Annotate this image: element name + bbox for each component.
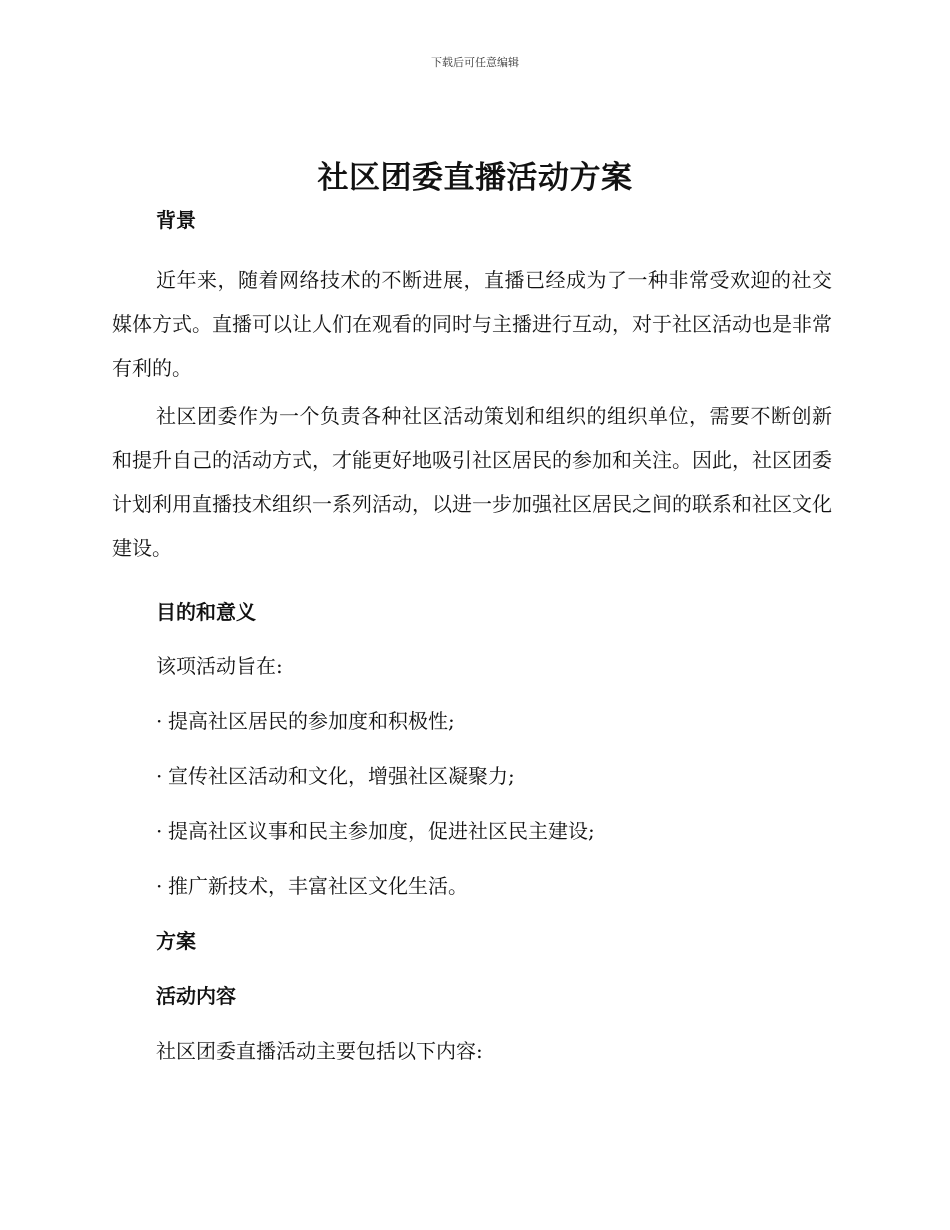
background-paragraph-2: 社区团委作为一个负责各种社区活动策划和组织的组织单位，需要不断创新和提升自己的活动方式，才能更好地吸引社区居民的参加和关注。因此，社区团委计划利用直播技术组织一系列活动，以进一步加强社区居民之间的联系和社区文化建设。 — [112, 404, 832, 560]
header-note: 下载后可任意编辑 — [431, 56, 519, 69]
plan-intro: 社区团委直播活动主要包括以下内容: — [156, 1039, 483, 1063]
list-item-text: 宣传社区活动和文化，增强社区凝聚力; — [168, 764, 515, 788]
section-heading-background: 背景 — [156, 208, 196, 232]
bullet-icon: · — [156, 764, 163, 788]
list-item — [112, 760, 832, 792]
sub-heading-activity-content: 活动内容 — [156, 984, 236, 1008]
list-item — [112, 870, 832, 902]
list-item-text: 提高社区议事和民主参加度，促进社区民主建设; — [168, 819, 595, 843]
list-item — [112, 705, 832, 737]
bullet-icon: · — [156, 874, 163, 898]
list-item-text: 提高社区居民的参加度和积极性; — [168, 709, 455, 733]
bullet-icon: · — [156, 709, 163, 733]
bullet-icon: · — [156, 819, 163, 843]
background-paragraph-1: 近年来，随着网络技术的不断进展，直播已经成为了一种非常受欢迎的社交媒体方式。直播可以让人们在观看的同时与主播进行互动，对于社区活动也是非常有利的。 — [112, 268, 832, 380]
document-body — [112, 204, 832, 1067]
section-heading-purpose: 目的和意义 — [156, 600, 256, 624]
list-item — [112, 815, 832, 847]
purpose-intro: 该项活动旨在: — [156, 654, 283, 678]
list-item-text: 推广新技术，丰富社区文化生活。 — [168, 874, 468, 898]
section-heading-plan: 方案 — [156, 929, 196, 953]
document-title: 社区团委直播活动方案 — [317, 160, 633, 196]
